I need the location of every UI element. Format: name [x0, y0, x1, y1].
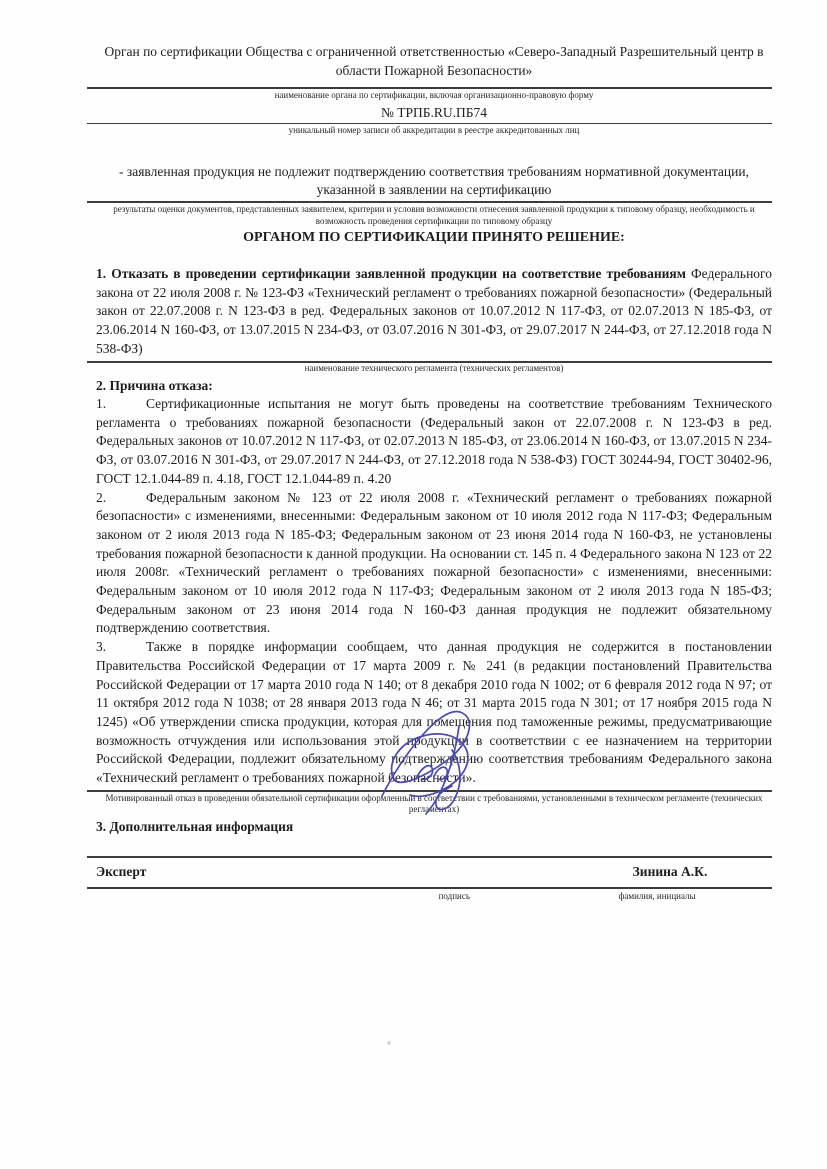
item-text: Сертификационные испытания не могут быть проведены на соответствие требованиям Технического регламента о требованиях пожарной безопасности (Федеральный закон от 22.07.2008 г. N 123-ФЗ в ред. Федеральных законов от 10.07.2012 N 117-ФЗ, от 02.07.2013 N 185-ФЗ, от 23.06.2014 N 160-ФЗ, от 13.07.2015 N 234-ФЗ, от 03.07.2016 N 301-ФЗ, от 29.07.2017 N 244-ФЗ, от 27.12.2018 года N 538-ФЗ) ГОСТ 30244-94, ГОСТ 30402-96, ГОСТ 12.1.044-89 п. 4.18, ГОСТ 12.1.044-89 п. 4.20: [96, 396, 772, 486]
accreditation-number: № ТРПБ.RU.ПБ74: [380, 104, 488, 120]
section1-body: Федерального закона от 22 июля 2008 г. № 123-ФЗ «Технический регламент о требованиях пожарной безопасности» (Федеральный закон от 22.07.2008 г. N 123-ФЗ в ред. Федеральных законов от 10.07.2012 N 117-ФЗ, от 02.07.2013 N 185-ФЗ, от 23.06.2014 N 160-ФЗ, от 13.07.2015 N 234-ФЗ, от 03.07.2016 N 301-ФЗ, от 29.07.2017 N 244-ФЗ, от 27.12.2018 года N 538-ФЗ): [96, 266, 773, 356]
org-name: Орган по сертификации Общества с ограниченной ответственностью «Северо-Западный Разрешительный центр в области Пожарной Безопасности»: [104, 44, 764, 78]
assessment-caption: результаты оценки документов, представленных заявителем, критерии и условия возможности отнесения заявленной продукции к типовому образцу, необходимость и возможность проведения сертификации по типовому образцу: [113, 204, 755, 226]
section2-caption: Мотивированный отказ в проведении обязательной сертификации оформленный в соответствии с требованиями, установленными в техническом регламенте (технических регламентах): [105, 792, 763, 815]
accreditation-caption: уникальный номер записи об аккредитации в реестре аккредитованных лиц: [288, 124, 580, 135]
section2-heading: 2. Причина отказа:: [96, 378, 213, 394]
signature-block: [96, 856, 772, 903]
handwritten-signature: [366, 698, 506, 816]
refusal-reason-item: [96, 489, 772, 639]
refusal-reason-item: [96, 395, 772, 489]
signature-captions: [96, 889, 772, 903]
section3-heading: 3. Дополнительная информация: [96, 818, 294, 834]
section1-paragraph: [96, 265, 772, 359]
signature-row: [96, 858, 772, 887]
section1-lead: 1. Отказать в проведении сертификации заявленной продукции на соответствие требованиям: [96, 266, 686, 281]
item-number: 1.: [96, 396, 107, 412]
item-number: 2.: [96, 489, 107, 505]
section1-caption: наименование технического регламента (технических регламентов): [304, 362, 564, 373]
item-number: 3.: [96, 639, 107, 655]
signer-name: Зинина А.К.: [632, 864, 708, 880]
assessment-statement: - заявленная продукция не подлежит подтверждению соответствия требованиям нормативной документации, указанной в заявлении на сертификацию: [119, 164, 749, 197]
org-name-caption: наименование органа по сертификации, включая организационно-правовую форму: [274, 90, 594, 100]
signer-role: Эксперт: [96, 864, 147, 880]
decision-heading: ОРГАНОМ ПО СЕРТИФИКАЦИИ ПРИНЯТО РЕШЕНИЕ:: [243, 230, 625, 245]
scan-speck: [387, 1041, 391, 1045]
item-text: Также в порядке информации сообщаем, что данная продукция не содержится в постановлении Правительства Российской Федерации от 17 марта 2009 г. № 241 (в редакции постановлений Правительства Российской Федерации от 17 марта 2010 года N 140; от 8 декабря 2010 года N 1002; от 6 февраля 2012 года N 97; от 11 октября 2012 года N 1038; от 28 января 2013 года N 46; от 31 марта 2015 года N 301; от 17 ноября 2015 года N 1245) «Об утверждении списка продукции, которая для помещения под таможенные режимы, предусматривающие возможность отчуждения или использования этой продукции в соответствии с ее назначением на территории Российской Федерации, подлежит обязательному подтверждению соответствия требованиям Федерального закона «Технический регламент о требованиях пожарной безопасности».: [96, 639, 772, 786]
item-text: Федеральным законом № 123 от 22 июля 2008 г. «Технический регламент о требованиях пожарной безопасности» с изменениями, внесенными: Федеральным законом от 10 июля 2012 года N 117-ФЗ; Федеральным законом от 2 июля 2013 года N 185-ФЗ; Федеральным законом от 23 июня 2014 года N 160-ФЗ, не установлены требования пожарной безопасности к данной продукции. На основании ст. 145 п. 4 Федерального закона N 123 от 22 июля 2008г. «Технический регламент о требованиях пожарной безопасности» с изменениями, внесенными: Федеральным законом от 10 июля 2012 года N 117-ФЗ; Федеральным законом от 2 июля 2013 года N 185-ФЗ; Федеральным законом от 23 июня 2014 года N 160-ФЗ данная продукция не подлежит обязательному подтверждению соответствия.: [96, 489, 772, 636]
signature-caption: подпись: [438, 890, 470, 901]
name-caption: фамилия, инициалы: [618, 890, 696, 901]
